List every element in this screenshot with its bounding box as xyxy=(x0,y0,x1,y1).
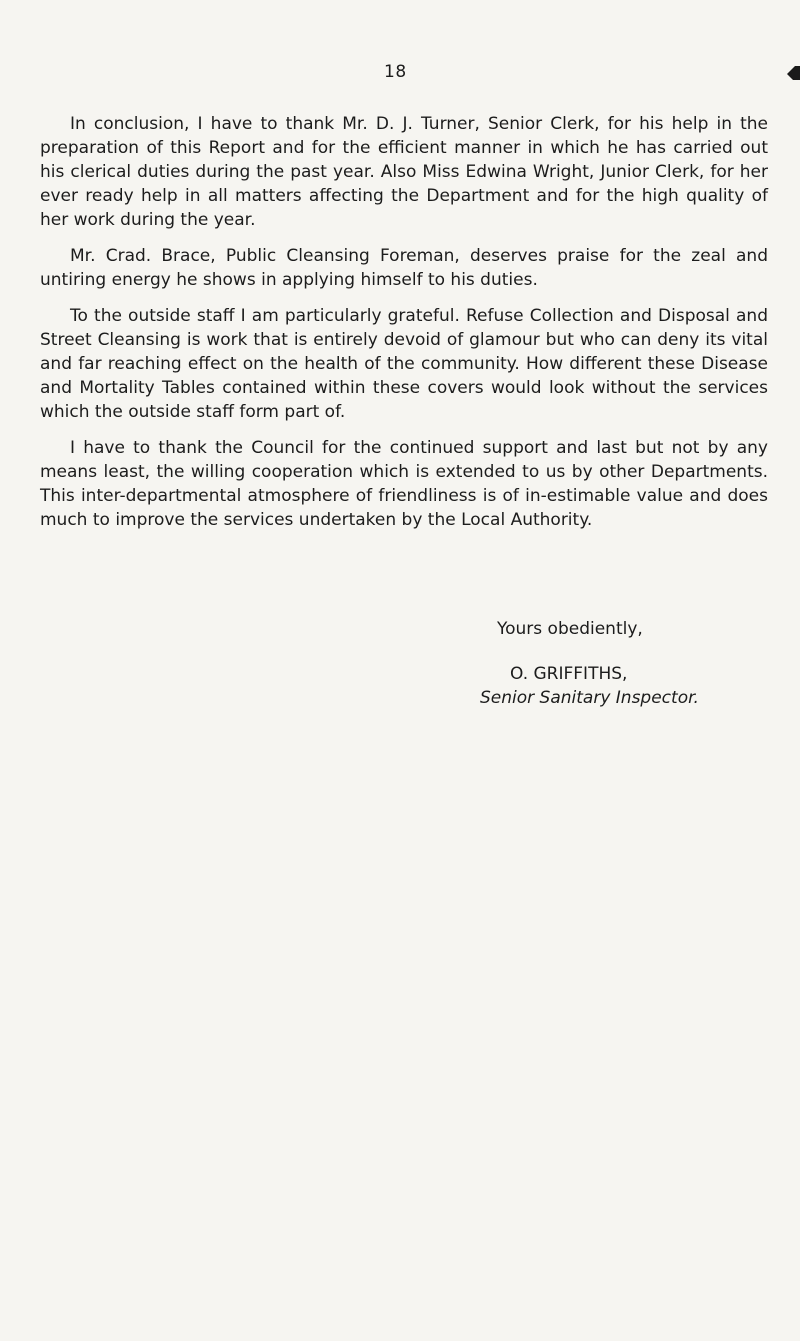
letter-body xyxy=(40,112,768,544)
page-number: 18 xyxy=(384,62,407,82)
paragraph-cleansing-foreman: Mr. Crad. Brace, Public Cleansing Foreman, deserves praise for the zeal and untiring energy he shows in applying himself to his duties. xyxy=(40,246,768,290)
signature-title: Senior Sanitary Inspector. xyxy=(480,688,699,708)
paragraph-acknowledgement-clerks: In conclusion, I have to thank Mr. D. J. Turner, Senior Clerk, for his help in the preparation of this Report and for the efficient manner in which he has carried out his clerical duties during the past year. Also Miss Edwina Wright, Junior Clerk, for her ever ready help in all matters affecting the Department and for the high quality of her work during the year. xyxy=(40,114,768,230)
page-corner-mark xyxy=(787,66,800,80)
signature-name: O. GRIFFITHS, xyxy=(510,664,628,684)
paragraph-outside-staff: To the outside staff I am particularly grateful. Refuse Collection and Disposal and Street Cleansing is work that is entirely devoid of glamour but who can deny its vital and far reaching effect on the health of the community. How different these Disease and Mortality Tables contained within these covers would look without the services which the outside staff form part of. xyxy=(40,306,768,422)
closing-salutation: Yours obediently, xyxy=(497,619,643,639)
paragraph-council-departments: I have to thank the Council for the continued support and last but not by any means least, the willing cooperation which is extended to us by other Departments. This inter-departmental atmosphere of friendliness is of in-estimable value and does much to improve the services undertaken by the Local Authority. xyxy=(40,438,768,530)
